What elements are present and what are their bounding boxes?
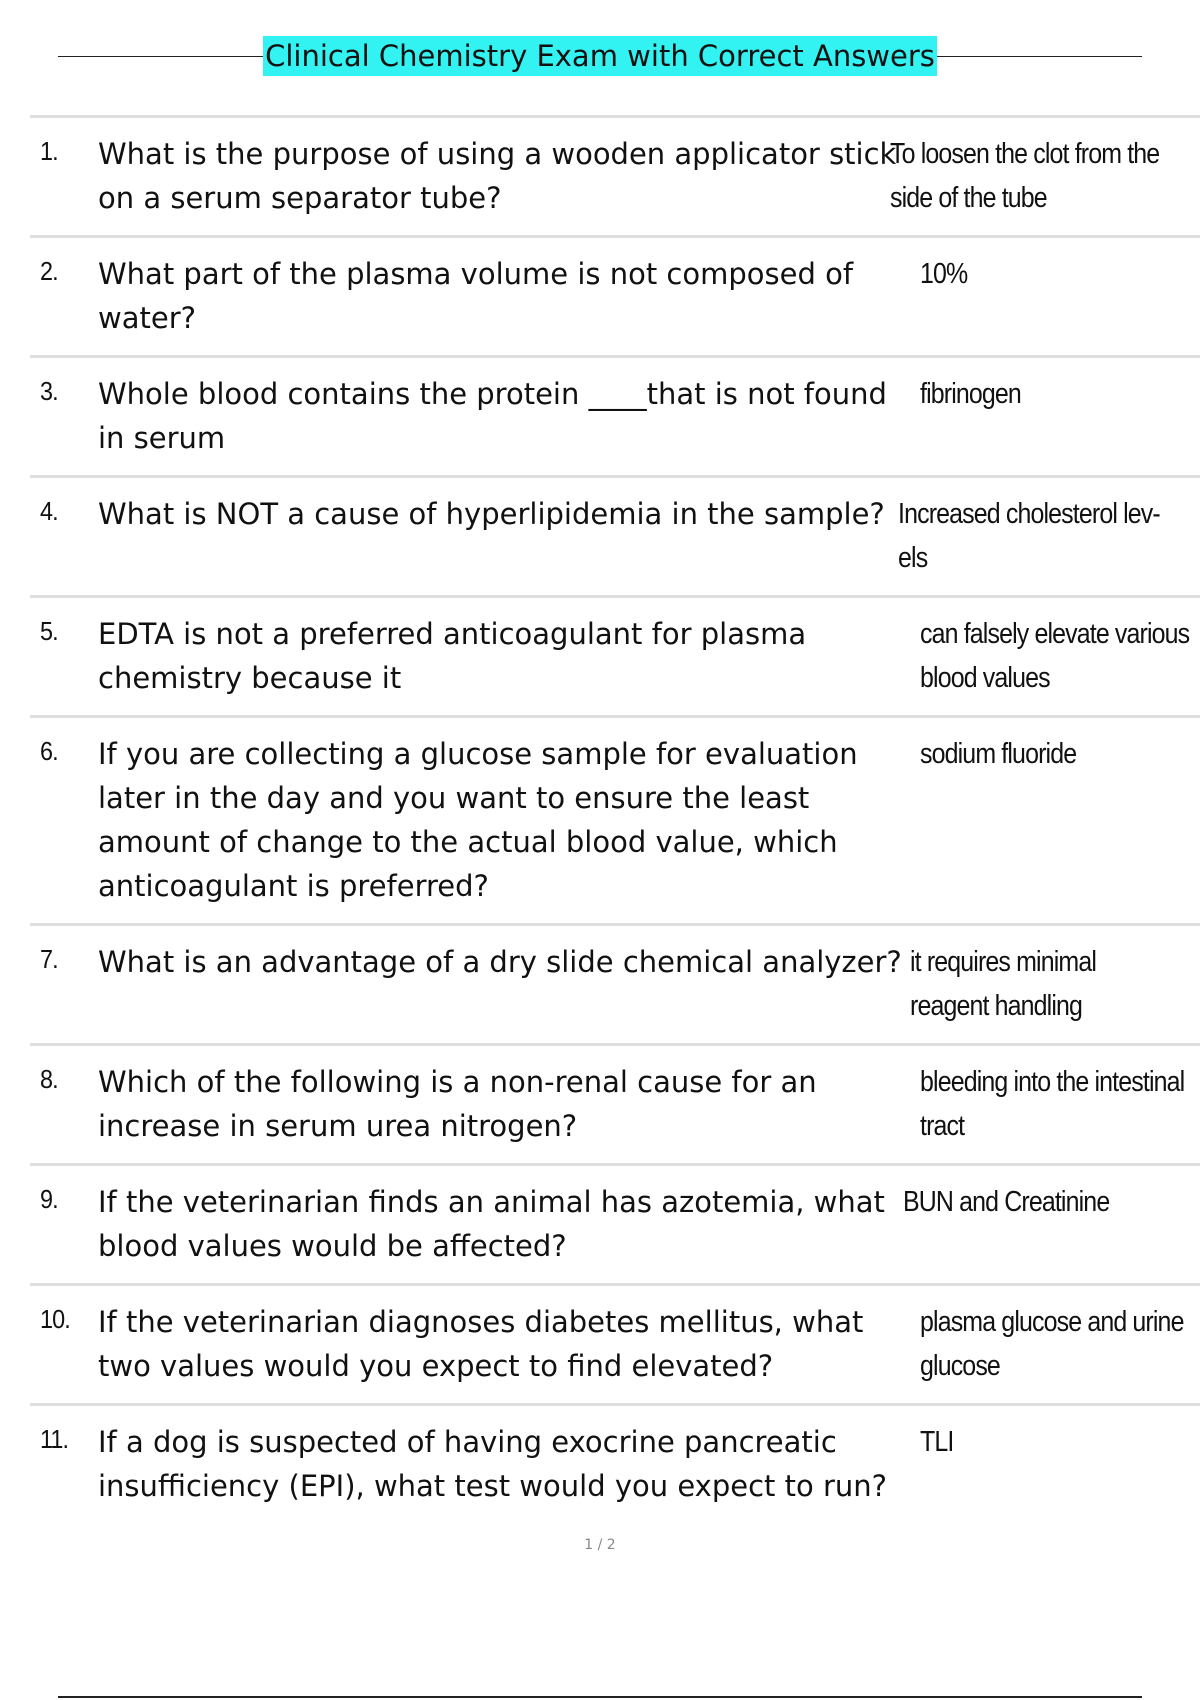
answer-line: sodium fluoride <box>920 738 1077 770</box>
answer-text <box>920 1420 953 1464</box>
question-number: 7. <box>40 944 58 974</box>
question-number: 5. <box>40 616 58 646</box>
answer-text <box>920 1300 1184 1388</box>
answer-line: 10% <box>920 258 968 290</box>
title-rule-left <box>58 56 263 57</box>
question-row <box>30 1283 1200 1403</box>
answer-line: tract <box>920 1110 965 1142</box>
answer-line: BUN and Creatinine <box>903 1186 1110 1218</box>
answer-line: TLI <box>920 1426 954 1458</box>
answer-text <box>898 492 1160 580</box>
question-row <box>30 355 1200 475</box>
question-line: later in the day and you want to ensure the least <box>98 781 810 815</box>
question-line: What part of the plasma volume is not composed of <box>98 257 854 291</box>
question-line: If the veterinarian diagnoses diabetes mellitus, what <box>98 1305 864 1339</box>
answer-line: side of the tube <box>890 182 1047 214</box>
question-line: water? <box>98 301 197 335</box>
answer-line: fibrinogen <box>920 378 1021 410</box>
answer-text <box>890 132 1159 220</box>
question-list <box>30 115 1200 1523</box>
answer-line: To loosen the clot from the <box>890 138 1160 170</box>
answer-text <box>920 612 1189 700</box>
answer-text <box>920 732 1076 776</box>
footer-rule <box>58 1696 1142 1698</box>
question-line: increase in serum urea nitrogen? <box>98 1109 578 1143</box>
question-text <box>98 252 948 340</box>
answer-line: blood values <box>920 662 1050 694</box>
question-number: 6. <box>40 736 58 766</box>
question-line: What is an advantage of a dry slide chemical analyzer? <box>98 945 902 979</box>
question-row <box>30 1163 1200 1283</box>
answer-text <box>903 1180 1109 1224</box>
question-text <box>98 132 948 220</box>
question-number: 11. <box>40 1424 69 1454</box>
question-text <box>98 492 948 536</box>
question-number: 9. <box>40 1184 58 1214</box>
question-line: two values would you expect to find elevated? <box>98 1349 774 1383</box>
question-number: 3. <box>40 376 58 406</box>
answer-line: reagent handling <box>910 990 1083 1022</box>
page-title: Clinical Chemistry Exam with Correct Answers <box>263 36 937 76</box>
question-row <box>30 235 1200 355</box>
question-text <box>98 940 948 984</box>
question-line: amount of change to the actual blood value, which <box>98 825 838 859</box>
question-line: If the veterinarian finds an animal has azotemia, what <box>98 1185 885 1219</box>
question-line: EDTA is not a preferred anticoagulant for plasma <box>98 617 807 651</box>
title-rule-right <box>937 56 1142 57</box>
question-number: 1. <box>40 136 58 166</box>
question-number: 2. <box>40 256 58 286</box>
question-text <box>98 1180 948 1268</box>
question-line: Whole blood contains the protein ____that is not found <box>98 377 887 411</box>
question-number: 8. <box>40 1064 58 1094</box>
answer-text <box>920 1060 1184 1148</box>
question-line: chemistry because it <box>98 661 402 695</box>
question-line: anticoagulant is preferred? <box>98 869 489 903</box>
question-text <box>98 1060 948 1148</box>
question-row <box>30 715 1200 923</box>
question-text <box>98 1420 948 1508</box>
question-row <box>30 595 1200 715</box>
question-line: If a dog is suspected of having exocrine pancreatic <box>98 1425 837 1459</box>
question-row <box>30 923 1200 1043</box>
answer-line: plasma glucose and urine <box>920 1306 1184 1338</box>
page-number: 1 / 2 <box>584 1537 616 1553</box>
answer-line: it requires minimal <box>910 946 1097 978</box>
question-number: 10. <box>40 1304 70 1334</box>
question-text <box>98 612 948 700</box>
answer-text <box>910 940 1096 1028</box>
question-text <box>98 372 948 460</box>
question-row <box>30 1403 1200 1523</box>
question-number: 4. <box>40 496 58 526</box>
answer-line: bleeding into the intestinal <box>920 1066 1185 1098</box>
title-row <box>58 36 1142 76</box>
answer-line: els <box>898 542 928 574</box>
question-text <box>98 732 948 908</box>
answer-line: glucose <box>920 1350 1000 1382</box>
question-line: What is the purpose of using a wooden applicator stick <box>98 137 897 171</box>
question-line: blood values would be affected? <box>98 1229 567 1263</box>
answer-line: Increased cholesterol lev- <box>898 498 1160 530</box>
answer-line: can falsely elevate various <box>920 618 1190 650</box>
question-row <box>30 475 1200 595</box>
question-row <box>30 1043 1200 1163</box>
question-line: If you are collecting a glucose sample for evaluation <box>98 737 858 771</box>
answer-text <box>920 372 1021 416</box>
question-text <box>98 1300 948 1388</box>
question-row <box>30 115 1200 235</box>
answer-text <box>920 252 967 296</box>
question-line: on a serum separator tube? <box>98 181 502 215</box>
question-line: in serum <box>98 421 226 455</box>
question-line: What is NOT a cause of hyperlipidemia in the sample? <box>98 497 885 531</box>
question-line: insufficiency (EPI), what test would you expect to run? <box>98 1469 888 1503</box>
question-line: Which of the following is a non-renal cause for an <box>98 1065 817 1099</box>
